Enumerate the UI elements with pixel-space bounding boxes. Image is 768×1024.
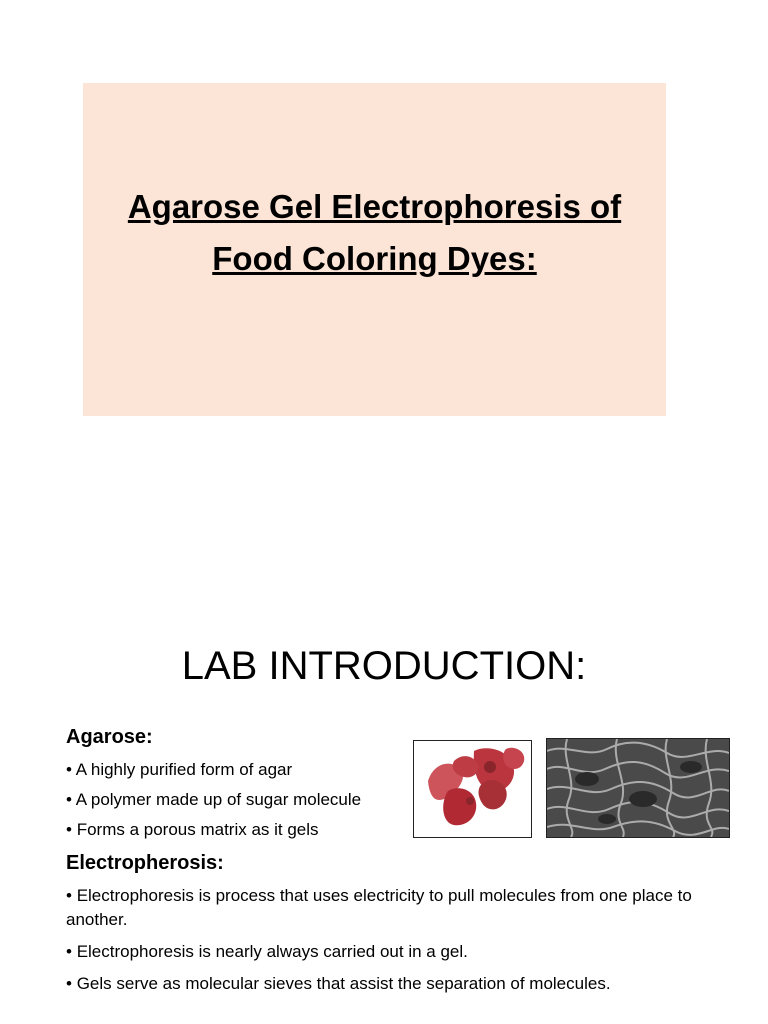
seaweed-image [413, 740, 532, 838]
electrophoresis-bullet: • Gels serve as molecular sieves that assist the separation of molecules. [66, 972, 706, 996]
agarose-sem-image [546, 738, 730, 838]
slide-title-line-2: Food Coloring Dyes: [212, 240, 537, 277]
electrophoresis-bullet: • Electrophoresis is nearly always carried out in a gel. [66, 940, 706, 964]
agarose-bullet: • A highly purified form of agar [66, 758, 292, 782]
electrophoresis-bullet: • Electrophoresis is process that uses electricity to pull molecules from one place to another. [66, 884, 706, 932]
agarose-heading: Agarose: [66, 726, 153, 748]
title-slide-box [83, 83, 666, 416]
agarose-bullet: • Forms a porous matrix as it gels [66, 818, 319, 842]
lab-introduction-title: LAB INTRODUCTION: [181, 644, 587, 688]
slide-title [83, 181, 666, 285]
electrophoresis-heading: Electropherosis: [66, 852, 224, 874]
slide-title-line-1: Agarose Gel Electrophoresis of [127, 188, 622, 225]
agarose-bullet: • A polymer made up of sugar molecule [66, 788, 361, 812]
